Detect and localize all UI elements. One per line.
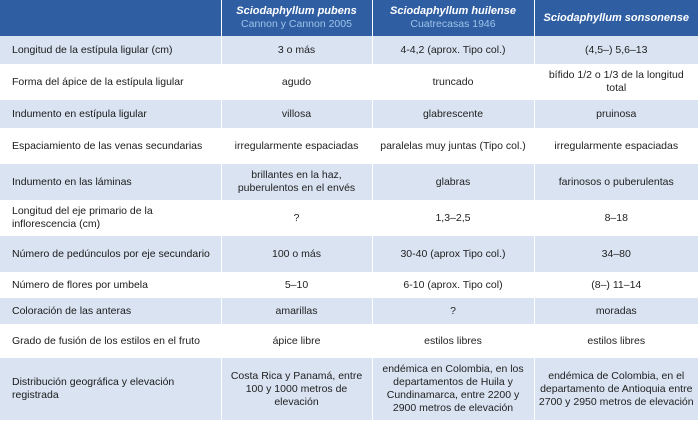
header-corner xyxy=(0,0,221,36)
cell-huilense: 4-4,2 (aprox. Tipo col.) xyxy=(372,36,534,64)
cell-sonsonense: farinosos o puberulentas xyxy=(534,164,698,200)
header-pubens xyxy=(221,0,372,36)
table-row xyxy=(0,200,698,236)
row-label: Longitud del eje primario de la inflorescencia (cm) xyxy=(0,200,221,236)
cell-sonsonense: 8–18 xyxy=(534,200,698,236)
cell-pubens: 3 o más xyxy=(221,36,372,64)
row-label: Espaciamiento de las venas secundarias xyxy=(0,128,221,164)
row-label: Forma del ápice de la estípula ligular xyxy=(0,64,221,100)
species-citation: Cannon y Cannon 2005 xyxy=(241,18,352,30)
cell-pubens: villosa xyxy=(221,100,372,128)
cell-sonsonense: 34–80 xyxy=(534,236,698,272)
cell-pubens: amarillas xyxy=(221,298,372,324)
row-label: Número de pedúnculos por eje secundario xyxy=(0,236,221,272)
cell-pubens: ápice libre xyxy=(221,324,372,358)
cell-sonsonense: irregularmente espaciadas xyxy=(534,128,698,164)
species-citation: Cuatrecasas 1946 xyxy=(410,18,496,30)
table-row xyxy=(0,272,698,298)
cell-pubens: irregularmente espaciadas xyxy=(221,128,372,164)
header-huilense xyxy=(372,0,534,36)
table-row xyxy=(0,64,698,100)
table-row xyxy=(0,358,698,420)
row-label: Longitud de la estípula ligular (cm) xyxy=(0,36,221,64)
cell-huilense: truncado xyxy=(372,64,534,100)
cell-huilense: 1,3–2,5 xyxy=(372,200,534,236)
table-row xyxy=(0,236,698,272)
cell-sonsonense: estilos libres xyxy=(534,324,698,358)
cell-pubens: Costa Rica y Panamá, entre 100 y 1000 metros de elevación xyxy=(221,358,372,420)
table-row xyxy=(0,298,698,324)
cell-huilense: paralelas muy juntas (Tipo col.) xyxy=(372,128,534,164)
table-row xyxy=(0,164,698,200)
cell-pubens: brillantes en la haz, puberulentos en el envés xyxy=(221,164,372,200)
header-sonsonense xyxy=(534,0,698,36)
header-row xyxy=(0,0,698,36)
species-name: Sciodaphyllum sonsonense xyxy=(543,11,689,24)
cell-sonsonense: bífido 1/2 o 1/3 de la longitud total xyxy=(534,64,698,100)
cell-sonsonense: (4,5–) 5,6–13 xyxy=(534,36,698,64)
cell-pubens: 100 o más xyxy=(221,236,372,272)
row-label: Indumento en estípula ligular xyxy=(0,100,221,128)
row-label: Distribución geográfica y elevación registrada xyxy=(0,358,221,420)
table-row xyxy=(0,100,698,128)
cell-huilense: 30-40 (aprox Tipo col.) xyxy=(372,236,534,272)
cell-huilense: glabras xyxy=(372,164,534,200)
cell-pubens: agudo xyxy=(221,64,372,100)
cell-sonsonense: endémica de Colombia, en el departamento de Antioquia entre 2700 y 2950 metros de elevación xyxy=(534,358,698,420)
cell-huilense: glabrescente xyxy=(372,100,534,128)
cell-huilense: estilos libres xyxy=(372,324,534,358)
cell-sonsonense: moradas xyxy=(534,298,698,324)
species-name: Sciodaphyllum pubens xyxy=(236,5,357,17)
row-label: Número de flores por umbela xyxy=(0,272,221,298)
row-label: Grado de fusión de los estilos en el fruto xyxy=(0,324,221,358)
cell-huilense: endémica en Colombia, en los departamentos de Huila y Cundinamarca, entre 2200 y 2900 metros de elevación xyxy=(372,358,534,420)
table-row xyxy=(0,324,698,358)
cell-huilense: ? xyxy=(372,298,534,324)
row-label: Indumento en las láminas xyxy=(0,164,221,200)
cell-pubens: 5–10 xyxy=(221,272,372,298)
row-label: Coloración de las anteras xyxy=(0,298,221,324)
table-row xyxy=(0,128,698,164)
cell-huilense: 6-10 (aprox. Tipo col) xyxy=(372,272,534,298)
cell-pubens: ? xyxy=(221,200,372,236)
table-row xyxy=(0,36,698,64)
cell-sonsonense: (8–) 11–14 xyxy=(534,272,698,298)
species-name: Sciodaphyllum huilense xyxy=(390,5,516,17)
cell-sonsonense: pruinosa xyxy=(534,100,698,128)
